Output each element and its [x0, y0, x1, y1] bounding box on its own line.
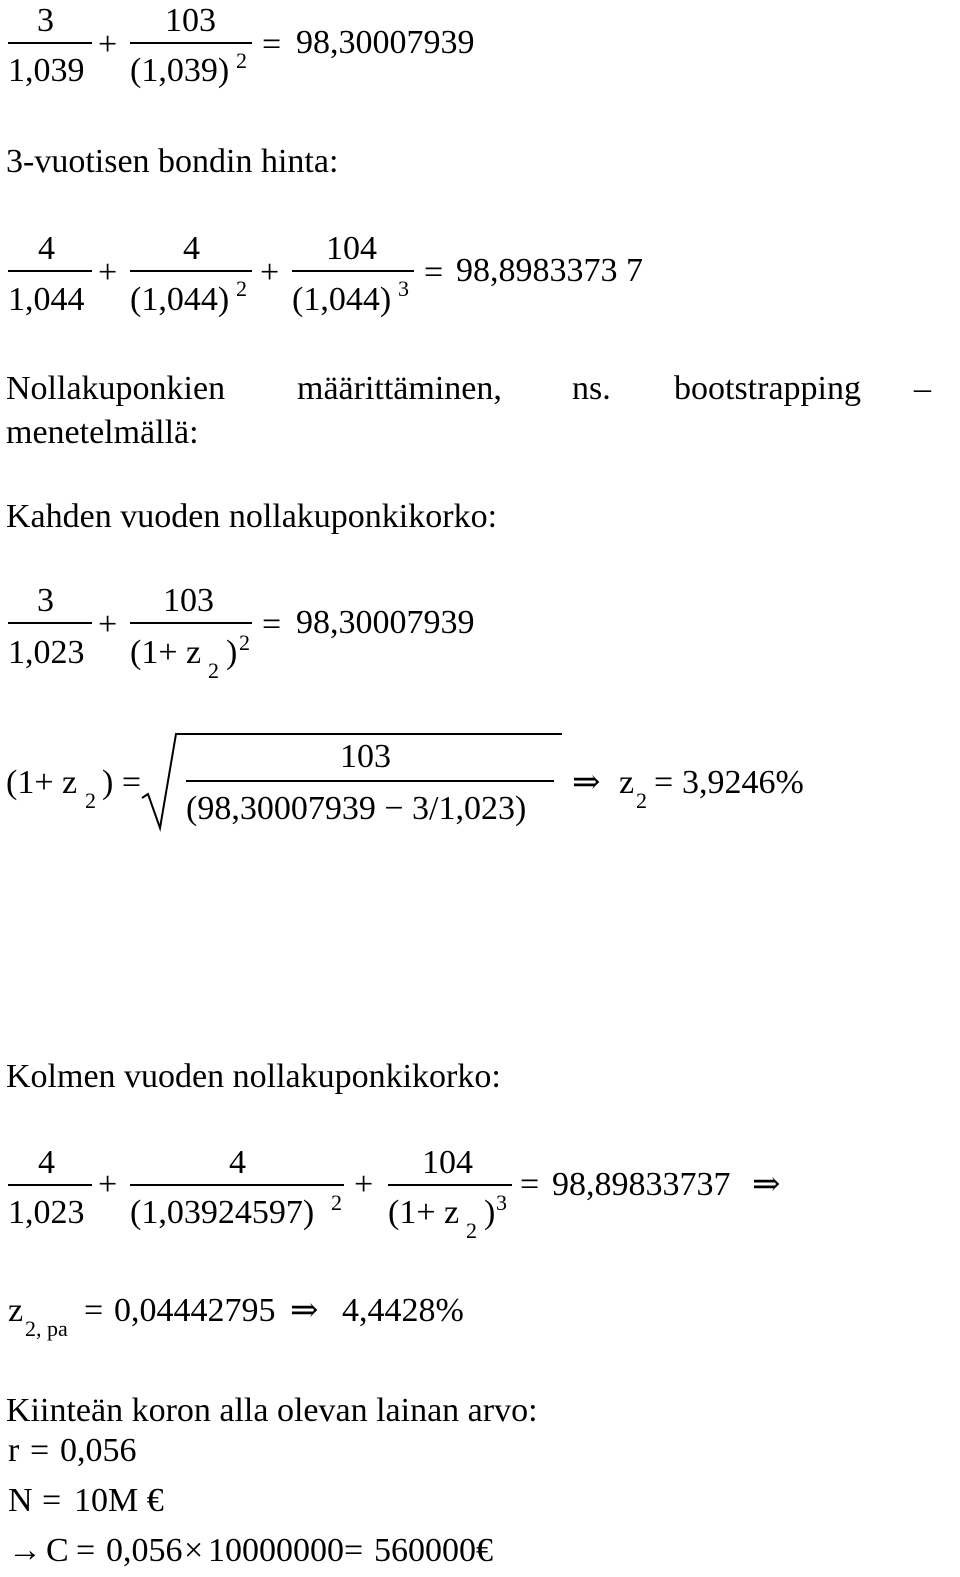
fraction-bar: [130, 622, 252, 624]
word: Nollakuponkien: [6, 370, 226, 407]
numerator: 103: [163, 582, 214, 619]
plus-sign: +: [98, 254, 118, 291]
heading-3-year-bond-price: 3-vuotisen bondin hinta:: [6, 143, 339, 180]
subscript: 2, pa: [25, 1316, 68, 1341]
equals-sign: =: [30, 1432, 50, 1469]
result-value: 98,30007939: [296, 24, 475, 61]
heading-fixed-rate-loan: Kiinteän koron alla olevan lainan arvo:: [6, 1392, 538, 1429]
plus-sign: +: [98, 26, 118, 63]
subscript: 2: [466, 1218, 477, 1243]
variable-r: r: [8, 1432, 20, 1469]
close-paren: ): [484, 1194, 496, 1231]
word: ns.: [572, 370, 611, 407]
equals-sign: =: [262, 26, 282, 63]
fraction-bar: [8, 1184, 92, 1186]
denominator: (1,044): [292, 281, 392, 318]
denominator: 1,023: [8, 634, 85, 671]
implies-arrow-icon: ⇒: [290, 1292, 319, 1329]
numerator: 3: [37, 2, 54, 39]
exponent: 2: [331, 1190, 342, 1215]
value: 0,04442795: [114, 1292, 276, 1329]
plus-sign: +: [98, 1166, 118, 1203]
exponent: 3: [496, 1190, 507, 1215]
fraction-bar: [8, 270, 92, 272]
numerator: 4: [38, 230, 55, 267]
equals-sign: =: [42, 1482, 62, 1519]
result-value: 98,8983373 7: [456, 252, 643, 289]
variable-n: N: [8, 1482, 33, 1519]
equals-sign: =: [262, 606, 282, 643]
variable-z: z: [8, 1292, 24, 1329]
exponent: 3: [398, 276, 409, 301]
numerator: 103: [165, 2, 216, 39]
lhs: (1+ z: [6, 764, 78, 801]
lhs-close: ) =: [102, 764, 141, 801]
implies-arrow-icon: ⇒: [572, 764, 601, 801]
numerator: 4: [38, 1144, 55, 1181]
fraction-bar: [130, 270, 252, 272]
plus-sign: +: [260, 254, 280, 291]
denominator: (1,044): [130, 281, 230, 318]
denominator: (1+ z: [388, 1194, 460, 1231]
equals-sign: =: [520, 1166, 540, 1203]
fraction-bar: [8, 42, 92, 44]
subscript: 2: [636, 788, 647, 813]
fraction-bar: [388, 1184, 512, 1186]
denominator: (98,30007939 − 3/1,023): [186, 790, 527, 827]
result-value: 98,89833737: [552, 1166, 731, 1203]
equals-sign: =: [76, 1532, 96, 1569]
denominator: (1+ z: [130, 634, 202, 671]
fraction-bar: [8, 622, 92, 624]
right-arrow-icon: →: [8, 1532, 42, 1569]
fraction-bar: [130, 1184, 344, 1186]
close-paren: ): [226, 634, 238, 671]
fraction-bar: [186, 780, 554, 782]
result-value: 98,30007939: [296, 604, 475, 641]
denominator: (1,039): [130, 52, 230, 89]
numerator: 103: [340, 738, 391, 775]
value: 0,056: [60, 1432, 137, 1469]
result-value: 3,9246%: [682, 764, 804, 801]
fraction-bar: [130, 42, 252, 44]
equals-sign: =: [344, 1532, 364, 1569]
variable-c: C: [46, 1532, 69, 1569]
value: 10000000: [208, 1532, 344, 1569]
plus-sign: +: [354, 1166, 374, 1203]
dash: –: [914, 370, 931, 407]
denominator: 1,039: [8, 52, 85, 89]
variable-z: z: [619, 764, 635, 801]
heading-three-year-zero-rate: Kolmen vuoden nollakuponkikorko:: [6, 1058, 501, 1095]
denominator: 1,044: [8, 281, 85, 318]
implies-arrow-icon: ⇒: [752, 1166, 781, 1203]
denominator: 1,023: [8, 1194, 85, 1231]
value: 10M €: [74, 1482, 164, 1519]
fraction-bar: [292, 270, 414, 272]
plus-sign: +: [98, 606, 118, 643]
numerator: 4: [229, 1144, 246, 1181]
value: 0,056: [106, 1532, 183, 1569]
result-value: 560000€: [374, 1532, 493, 1569]
exponent: 2: [236, 48, 247, 73]
denominator: (1,03924597): [130, 1194, 315, 1231]
equals-sign: =: [654, 764, 674, 801]
equals-sign: =: [424, 254, 444, 291]
word: määrittäminen,: [297, 370, 502, 407]
subscript: 2: [208, 658, 219, 683]
numerator: 3: [37, 582, 54, 619]
numerator: 104: [326, 230, 377, 267]
equals-sign: =: [84, 1292, 104, 1329]
times-sign: ×: [184, 1532, 204, 1569]
exponent: 2: [236, 276, 247, 301]
numerator: 4: [183, 230, 200, 267]
heading-two-year-zero-rate: Kahden vuoden nollakuponkikorko:: [6, 498, 498, 535]
exponent: 2: [239, 630, 250, 655]
word: bootstrapping: [674, 370, 861, 407]
percent-value: 4,4428%: [342, 1292, 464, 1329]
paragraph-line-2: menetelmällä:: [6, 414, 199, 451]
numerator: 104: [422, 1144, 473, 1181]
subscript: 2: [85, 788, 96, 813]
